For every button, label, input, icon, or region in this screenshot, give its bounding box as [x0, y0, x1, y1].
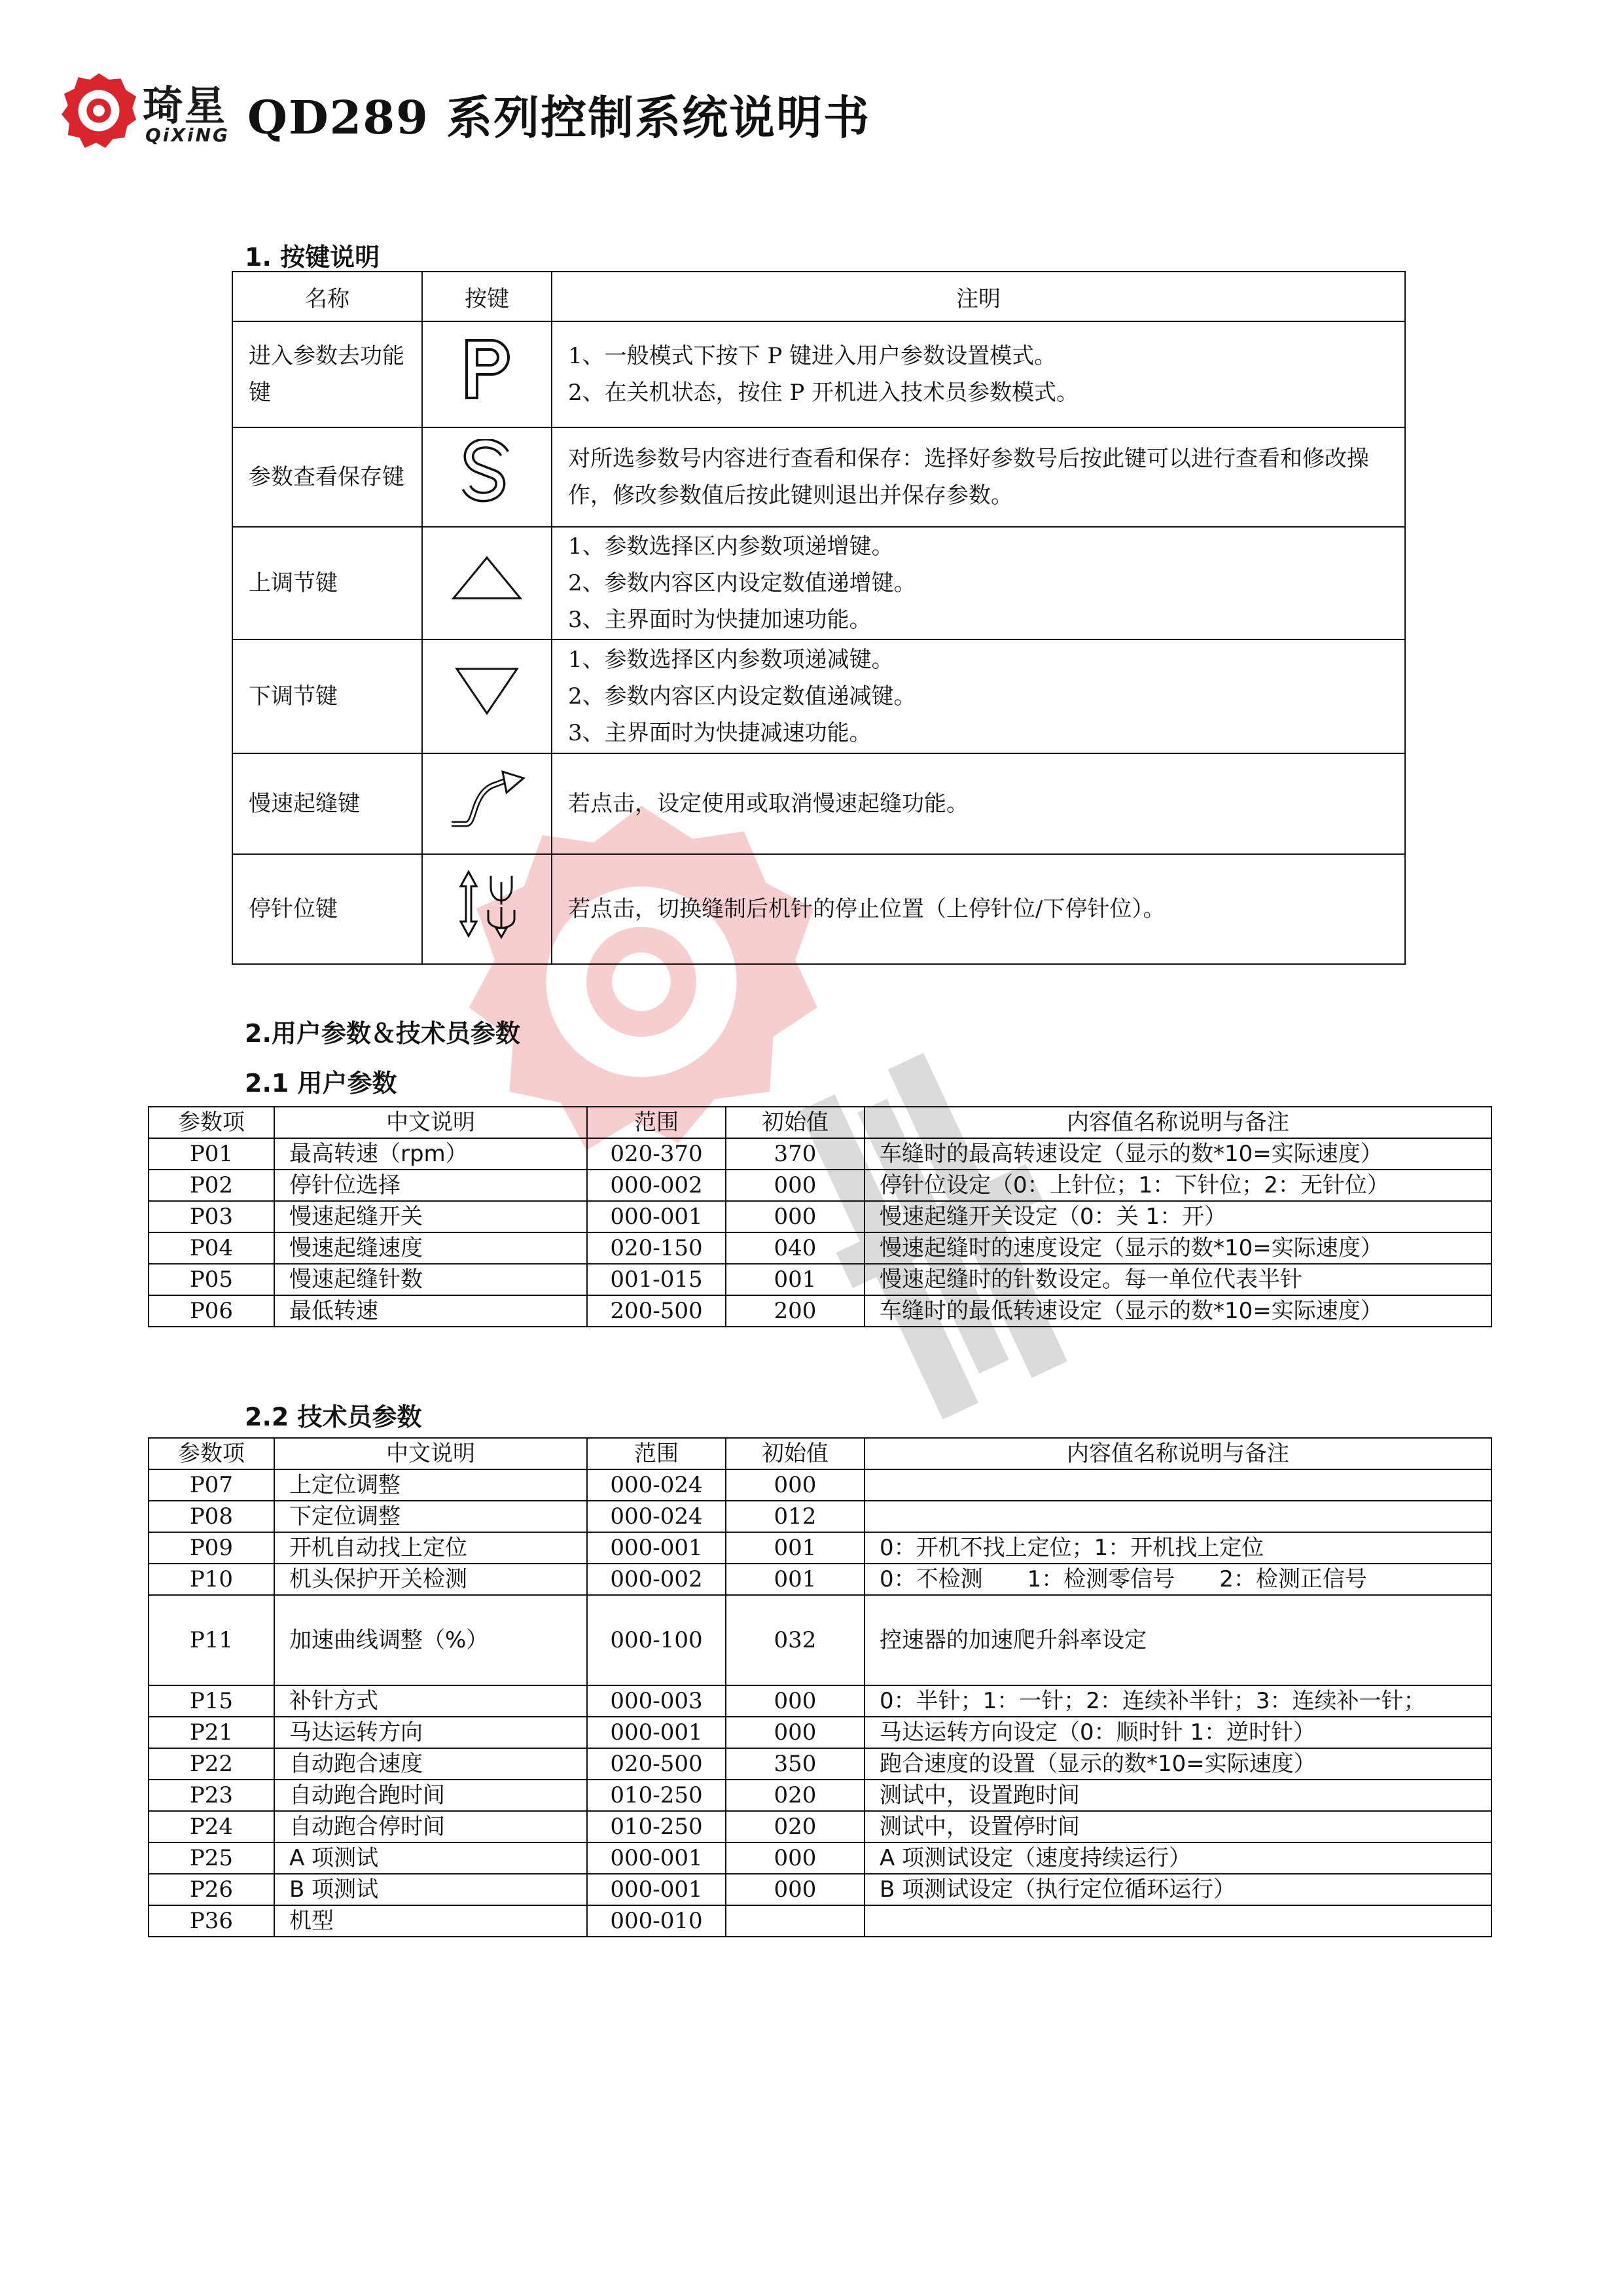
- param-default: 000: [726, 1469, 865, 1501]
- param-default: 020: [726, 1811, 865, 1842]
- key-name: 上调节键: [232, 527, 422, 639]
- column-header: 范围: [587, 1107, 726, 1138]
- param-description: A 项测试: [274, 1842, 587, 1874]
- table-row: [232, 321, 1405, 427]
- param-id: P24: [149, 1811, 274, 1842]
- param-description: 开机自动找上定位: [274, 1532, 587, 1564]
- param-id: P11: [149, 1595, 274, 1685]
- param-default: 000: [726, 1170, 865, 1201]
- key-note-line: 2、在关机状态，按住 P 开机进入技术员参数模式。: [568, 380, 1079, 406]
- param-id: P02: [149, 1170, 274, 1201]
- table-row: [232, 854, 1405, 964]
- param-id: P01: [149, 1138, 274, 1170]
- param-default: 001: [726, 1264, 865, 1295]
- param-default: 370: [726, 1138, 865, 1170]
- table-header-row: [149, 1438, 1491, 1469]
- table-row: [149, 1469, 1491, 1501]
- param-description: 最低转速: [274, 1295, 587, 1327]
- param-description: 补针方式: [274, 1685, 587, 1717]
- table-row: [149, 1780, 1491, 1811]
- table-row: [149, 1748, 1491, 1780]
- param-description: B 项测试: [274, 1874, 587, 1905]
- param-id: P08: [149, 1501, 274, 1532]
- curve-arrow-icon: [448, 769, 526, 828]
- param-default: 020: [726, 1780, 865, 1811]
- param-remark: 0：半针；1：一针；2：连续补半针；3：连续补一针；: [865, 1685, 1491, 1717]
- column-header: 中文说明: [274, 1107, 587, 1138]
- table-row: [149, 1170, 1491, 1201]
- param-range: 000-001: [587, 1201, 726, 1232]
- param-range: 000-100: [587, 1595, 726, 1685]
- param-description: 马达运转方向: [274, 1717, 587, 1748]
- table-header-row: [149, 1107, 1491, 1138]
- column-header: 参数项: [149, 1438, 274, 1469]
- column-header: 按键: [422, 272, 552, 321]
- table-row: [149, 1811, 1491, 1842]
- key-note-line: 对所选参数号内容进行查看和保存：选择好参数号后按此键可以进行查看和修改操作，修改参数值后按此键则退出并保存参数。: [568, 446, 1369, 509]
- column-header: 内容值名称说明与备注: [865, 1438, 1491, 1469]
- param-description: 自动跑合速度: [274, 1748, 587, 1780]
- brand-name-cn: 琦星: [143, 82, 227, 130]
- key-note-line: 1、参数选择区内参数项递增键。: [568, 533, 894, 560]
- key-name: 慢速起缝键: [232, 753, 422, 854]
- key-name: 下调节键: [232, 639, 422, 753]
- table-row: [232, 527, 1405, 639]
- param-id: P07: [149, 1469, 274, 1501]
- param-id: P23: [149, 1780, 274, 1811]
- param-default: 200: [726, 1295, 865, 1327]
- param-default: 040: [726, 1232, 865, 1264]
- param-description: 慢速起缝针数: [274, 1264, 587, 1295]
- param-remark: 停针位设定（0：上针位；1：下针位；2：无针位）: [865, 1170, 1491, 1201]
- table-row: [149, 1905, 1491, 1937]
- table-row: [149, 1501, 1491, 1532]
- param-default: 001: [726, 1532, 865, 1564]
- param-remark: [865, 1905, 1491, 1937]
- param-remark: B 项测试设定（执行定位循环运行）: [865, 1874, 1491, 1905]
- user-parameters-table: [148, 1106, 1492, 1327]
- table-row: [149, 1295, 1491, 1327]
- column-header: 参数项: [149, 1107, 274, 1138]
- param-range: 000-002: [587, 1564, 726, 1595]
- param-id: P36: [149, 1905, 274, 1937]
- param-id: P22: [149, 1748, 274, 1780]
- column-header: 中文说明: [274, 1438, 587, 1469]
- section-key-description-title: 1. 按键说明: [245, 243, 380, 272]
- param-default: 000: [726, 1874, 865, 1905]
- param-range: 000-001: [587, 1874, 726, 1905]
- tech-parameters-table: [148, 1437, 1492, 1937]
- key-note-line: 3、主界面时为快捷加速功能。: [568, 607, 872, 633]
- param-id: P04: [149, 1232, 274, 1264]
- down-triangle-icon: [454, 666, 520, 716]
- param-description: 停针位选择: [274, 1170, 587, 1201]
- param-description: 下定位调整: [274, 1501, 587, 1532]
- table-row: [149, 1595, 1491, 1685]
- column-header: 初始值: [726, 1438, 865, 1469]
- param-default: 000: [726, 1201, 865, 1232]
- key-note-line: 若点击，设定使用或取消慢速起缝功能。: [568, 791, 969, 817]
- param-remark: 慢速起缝时的针数设定。每一单位代表半针: [865, 1264, 1491, 1295]
- qixing-logo-icon: [60, 72, 137, 149]
- table-row: [149, 1532, 1491, 1564]
- param-default: 000: [726, 1717, 865, 1748]
- param-description: 最高转速（rpm）: [274, 1138, 587, 1170]
- key-note-line: 2、参数内容区内设定数值递增键。: [568, 570, 916, 596]
- param-default: 012: [726, 1501, 865, 1532]
- param-remark: 0：不检测 1：检测零信号 2：检测正信号: [865, 1564, 1491, 1595]
- param-remark: [865, 1501, 1491, 1532]
- column-header: 名称: [232, 272, 422, 321]
- table-row: [232, 427, 1405, 527]
- param-id: P15: [149, 1685, 274, 1717]
- param-remark: 车缝时的最低转速设定（显示的数*10=实际速度）: [865, 1295, 1491, 1327]
- param-range: 020-370: [587, 1138, 726, 1170]
- section-user-parameters-title: 2.1 用户参数: [245, 1069, 397, 1098]
- up-triangle-icon: [451, 555, 523, 601]
- param-range: 001-015: [587, 1264, 726, 1295]
- param-id: P05: [149, 1264, 274, 1295]
- column-header: 内容值名称说明与备注: [865, 1107, 1491, 1138]
- param-range: 000-024: [587, 1501, 726, 1532]
- param-remark: 测试中，设置停时间: [865, 1811, 1491, 1842]
- param-remark: 马达运转方向设定（0：顺时针 1：逆时针）: [865, 1717, 1491, 1748]
- param-range: 000-003: [587, 1685, 726, 1717]
- param-range: 200-500: [587, 1295, 726, 1327]
- param-default: 000: [726, 1842, 865, 1874]
- section-parameters-title: 2.用户参数＆技术员参数: [245, 1019, 520, 1048]
- table-row: [232, 753, 1405, 854]
- param-id: P26: [149, 1874, 274, 1905]
- param-remark: A 项测试设定（速度持续运行）: [865, 1842, 1491, 1874]
- param-range: 010-250: [587, 1780, 726, 1811]
- table-row: [149, 1842, 1491, 1874]
- param-default: 000: [726, 1685, 865, 1717]
- param-default: 350: [726, 1748, 865, 1780]
- key-name: 进入参数去功能键: [232, 321, 422, 427]
- param-description: 慢速起缝开关: [274, 1201, 587, 1232]
- key-note-line: 2、参数内容区内设定数值递减键。: [568, 683, 916, 709]
- document-title: QD289 系列控制系统说明书: [247, 90, 871, 145]
- table-row: [149, 1717, 1491, 1748]
- param-remark: 0：开机不找上定位；1：开机找上定位: [865, 1532, 1491, 1564]
- table-header-row: [232, 272, 1405, 321]
- key-name: 停针位键: [232, 854, 422, 964]
- table-row: [149, 1874, 1491, 1905]
- key-description-table: [232, 271, 1406, 965]
- param-description: 自动跑合跑时间: [274, 1780, 587, 1811]
- needle-position-icon: [455, 868, 518, 940]
- key-note-line: 1、参数选择区内参数项递减键。: [568, 647, 894, 673]
- table-row: [149, 1138, 1491, 1170]
- param-range: 020-500: [587, 1748, 726, 1780]
- key-note-line: 1、一般模式下按下 P 键进入用户参数设置模式。: [568, 343, 1057, 369]
- param-range: 020-150: [587, 1232, 726, 1264]
- p-key-icon: [459, 336, 515, 402]
- key-note-line: 若点击，切换缝制后机针的停止位置（上停针位/下停针位）。: [568, 896, 1166, 922]
- column-header: 范围: [587, 1438, 726, 1469]
- param-range: 000-002: [587, 1170, 726, 1201]
- param-id: P21: [149, 1717, 274, 1748]
- param-default: [726, 1905, 865, 1937]
- param-description: 加速曲线调整（%）: [274, 1595, 587, 1685]
- column-header: 初始值: [726, 1107, 865, 1138]
- param-range: 000-010: [587, 1905, 726, 1937]
- table-row: [232, 639, 1405, 753]
- param-id: P10: [149, 1564, 274, 1595]
- table-row: [149, 1685, 1491, 1717]
- param-description: 自动跑合停时间: [274, 1811, 587, 1842]
- param-description: 慢速起缝速度: [274, 1232, 587, 1264]
- param-id: P25: [149, 1842, 274, 1874]
- param-description: 机型: [274, 1905, 587, 1937]
- param-remark: [865, 1469, 1491, 1501]
- key-name: 参数查看保存键: [232, 427, 422, 527]
- key-note-line: 3、主界面时为快捷减速功能。: [568, 720, 872, 746]
- table-row: [149, 1201, 1491, 1232]
- param-description: 机头保护开关检测: [274, 1564, 587, 1595]
- param-id: P03: [149, 1201, 274, 1232]
- brand-name-en: QiXiNG: [145, 124, 230, 146]
- table-row: [149, 1564, 1491, 1595]
- table-row: [149, 1232, 1491, 1264]
- param-range: 000-024: [587, 1469, 726, 1501]
- param-default: 001: [726, 1564, 865, 1595]
- table-row: [149, 1264, 1491, 1295]
- param-remark: 慢速起缝开关设定（0：关 1：开）: [865, 1201, 1491, 1232]
- param-default: 032: [726, 1595, 865, 1685]
- param-remark: 跑合速度的设置（显示的数*10=实际速度）: [865, 1748, 1491, 1780]
- section-tech-parameters-title: 2.2 技术员参数: [245, 1403, 422, 1431]
- s-key-icon: [459, 439, 515, 505]
- document-header: [60, 72, 976, 144]
- param-remark: 车缝时的最高转速设定（显示的数*10=实际速度）: [865, 1138, 1491, 1170]
- param-remark: 测试中，设置跑时间: [865, 1780, 1491, 1811]
- param-range: 000-001: [587, 1842, 726, 1874]
- param-remark: 控速器的加速爬升斜率设定: [865, 1595, 1491, 1685]
- column-header: 注明: [552, 272, 1405, 321]
- param-id: P09: [149, 1532, 274, 1564]
- param-id: P06: [149, 1295, 274, 1327]
- param-range: 000-001: [587, 1717, 726, 1748]
- param-remark: 慢速起缝时的速度设定（显示的数*10=实际速度）: [865, 1232, 1491, 1264]
- param-range: 000-001: [587, 1532, 726, 1564]
- param-range: 010-250: [587, 1811, 726, 1842]
- param-description: 上定位调整: [274, 1469, 587, 1501]
